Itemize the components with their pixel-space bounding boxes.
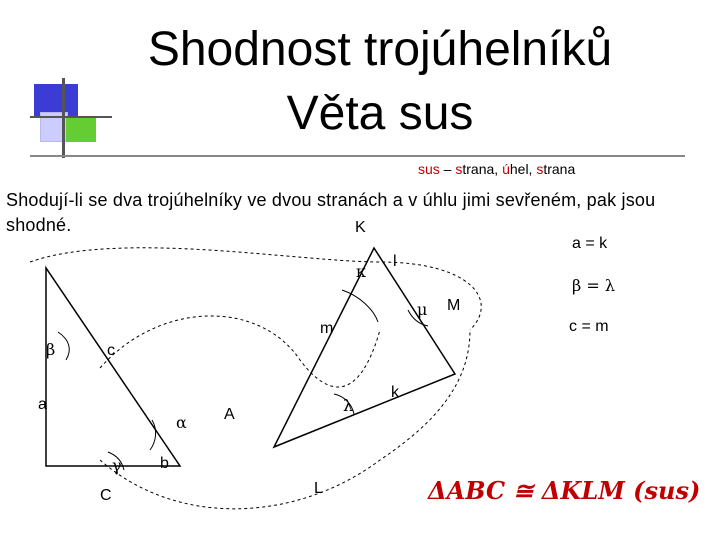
theorem-statement: Shodují-li se dva trojúhelníky ve dvou stranách a v úhlu jimi sevřeném, pak jsou shodné. bbox=[6, 190, 656, 235]
vertex-label-l: L bbox=[314, 480, 323, 497]
side-label-b: b bbox=[160, 455, 169, 472]
side-label-l: l bbox=[393, 253, 397, 270]
side-label-c: c bbox=[107, 342, 115, 359]
angle-arc-beta bbox=[58, 332, 69, 360]
angle-label-lambda: λ bbox=[343, 396, 354, 415]
side-label-A: A bbox=[224, 406, 235, 423]
vertex-label-k: K bbox=[355, 219, 366, 236]
side-label-m: m bbox=[320, 320, 334, 337]
side-label-k: k bbox=[391, 384, 399, 401]
subtitle-r2: hel, bbox=[509, 161, 537, 177]
subtitle-s1: s bbox=[455, 161, 463, 177]
equality-c-m: c = m bbox=[569, 318, 609, 335]
equality-beta-lambda: β = λ bbox=[572, 276, 615, 295]
vertex-label-c: C bbox=[100, 487, 112, 504]
angle-arc-kappa bbox=[342, 290, 378, 322]
dashed-curve-left bbox=[100, 316, 380, 387]
angle-label-mu: μ bbox=[417, 300, 428, 319]
subtitle-r1: trana, bbox=[462, 161, 503, 177]
equality-a-k: a = k bbox=[572, 235, 608, 252]
angle-label-kappa: κ bbox=[356, 262, 366, 281]
dashed-outline-bottom bbox=[100, 330, 470, 509]
subtitle-dash: – bbox=[439, 161, 456, 177]
side-label-a: a bbox=[38, 396, 47, 413]
vertex-label-m: M bbox=[447, 297, 461, 314]
congruence-formula: ΔABC ≅ ΔKLM (sus) bbox=[428, 476, 701, 505]
angle-label-beta: β bbox=[46, 340, 56, 359]
triangle-abc bbox=[46, 268, 180, 466]
subtitle-abbr: sus bbox=[418, 161, 440, 177]
subtitle-u: ú bbox=[502, 161, 510, 177]
title-line-1: Shodnost trojúhelníků bbox=[147, 23, 613, 76]
subtitle-r3: trana bbox=[543, 161, 576, 177]
title-line-2: Věta sus bbox=[286, 87, 474, 140]
subtitle-s2: s bbox=[536, 161, 544, 177]
angle-label-gamma: γ bbox=[112, 456, 122, 475]
angle-label-alpha: α bbox=[176, 413, 187, 432]
